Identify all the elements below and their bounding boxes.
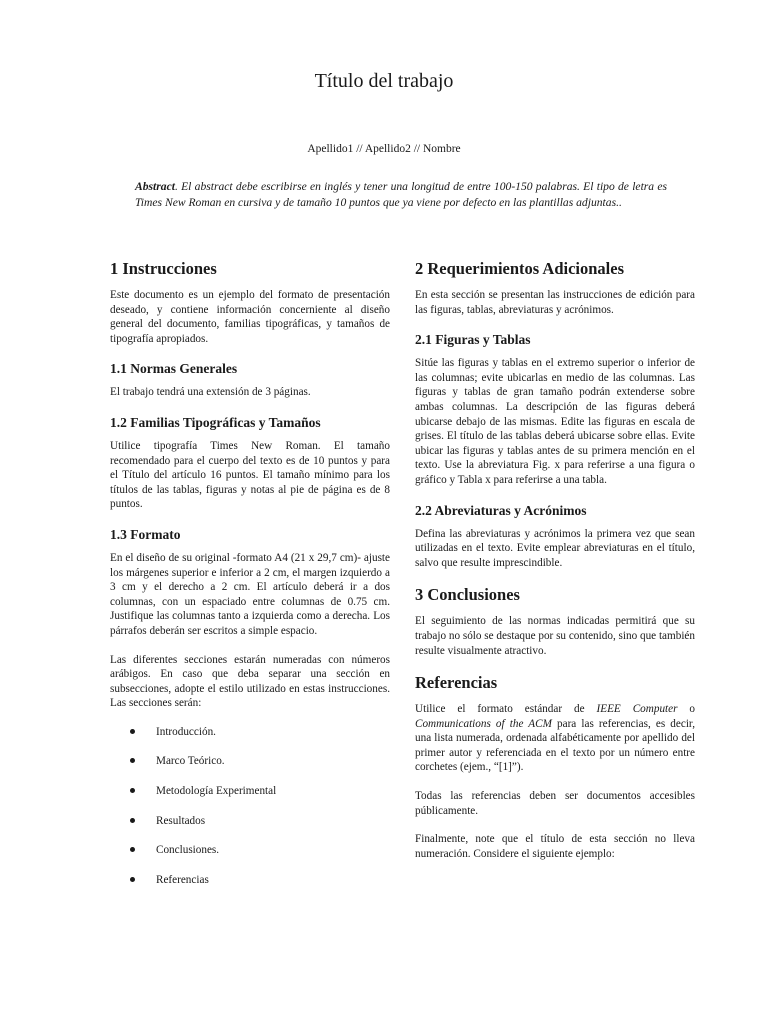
abstract-label: Abstract (135, 180, 175, 193)
abstract-block (135, 179, 667, 210)
references-text-1c: para las referencias, es decir, una lista numerada, ordenada alfabéticamente por apellido del primer autor y referenciada en el texto por un número entre corchetes (ejem., “[1]”). (415, 717, 696, 774)
section-1-3-heading: 1.3 Formato (110, 526, 181, 542)
section-2-text: En esta sección se presentan las instrucciones de edición para las figuras, tablas, abreviaturas y acrónimos. (415, 289, 695, 316)
list-item (110, 784, 390, 814)
bullet-icon (130, 758, 135, 763)
bullet-icon (130, 877, 135, 882)
section-1-1-text: El trabajo tendrá una extensión de 3 páginas. (110, 386, 311, 399)
section-1-3-text-1: En el diseño de su original -formato A4 (21 x 29,7 cm)- ajuste los márgenes superior e inferior a 2 cm, el margen izquierdo a 3 cm y el derecho a 2 cm. El artículo deberá ir a dos columnas, con un espaciado entre columnas de 0.75 cm. Justifique las columnas tanto a izquierda como a derecha. Los párrafos deberán ser escritos a simple espacio. (110, 551, 390, 637)
ieee-computer-ref: IEEE Computer (596, 703, 678, 716)
bullet-icon (130, 729, 135, 734)
right-column (415, 258, 695, 875)
section-1-text: Este documento es un ejemplo del formato de presentación deseado, y contiene información concerniente al diseño general del documento, familias tipográficas, y tamaños de tipografía apropiados. (110, 289, 390, 345)
section-1-1-heading: 1.1 Normas Generales (110, 361, 238, 377)
section-2-2-heading: 2.2 Abreviaturas y Acrónimos (415, 502, 587, 518)
list-item-label: Conclusiones. (156, 844, 220, 857)
references-text-1b: o (677, 703, 696, 716)
section-3-heading: 3 Conclusiones (415, 585, 520, 605)
list-item-label: Referencias (156, 873, 209, 886)
list-item (110, 873, 390, 903)
section-1-3-text-2: Las diferentes secciones estarán numeradas con números arábigos. En caso que deba separar una sección en subsecciones, adopte el estilo utilizado en estas instrucciones. Las secciones serán: (110, 653, 390, 710)
references-text-2: Todas las referencias deben ser documentos accesibles públicamente. (415, 790, 695, 817)
bullet-icon (130, 788, 135, 793)
bullet-icon (130, 847, 135, 852)
left-column (110, 258, 390, 902)
list-item-label: Resultados (156, 814, 206, 827)
abstract-text: . El abstract debe escribirse en inglés y tener una longitud de entre 100-150 palabras. El tipo de letra es Times New Roman en cursiva y de tamaño 10 puntos que ya viene por defecto en las plantillas adjuntas.. (135, 180, 667, 209)
section-2-2-text: Defina las abreviaturas y acrónimos la primera vez que sean utilizadas en el texto. Evite emplear abreviaturas en el título, salvo que resulte imprescindible. (415, 527, 695, 569)
authors-line: Apellido1 // Apellido2 // Nombre (307, 143, 461, 155)
acm-ref: Communications of the ACM (415, 717, 552, 730)
references-heading: Referencias (415, 673, 498, 693)
section-1-2-text: Utilice tipografía Times New Roman. El tamaño recomendado para el cuerpo del texto es de 10 puntos y para el Título del artículo 16 puntos. El tamaño mínimo para los títulos de las tablas, figuras y notas al pie de página es de 8 puntos. (110, 439, 390, 511)
list-item (110, 754, 390, 784)
page-title: Título del trabajo (314, 70, 454, 92)
section-2-heading: 2 Requerimientos Adicionales (415, 259, 624, 278)
list-item-label: Metodología Experimental (156, 785, 277, 798)
references-text-3: Finalmente, note que el título de esta sección no lleva numeración. Considere el siguiente ejemplo: (415, 833, 695, 860)
list-item-label: Marco Teórico. (156, 755, 225, 768)
section-3-text: El seguimiento de las normas indicadas permitirá que su trabajo no sólo se destaque por su contenido, sino que también resulte visualmente atractivo. (415, 615, 695, 657)
references-text-1 (415, 702, 695, 775)
section-1-heading: 1 Instrucciones (110, 259, 217, 278)
section-2-1-heading: 2.1 Figuras y Tablas (415, 332, 531, 348)
list-item-label: Introducción. (156, 725, 216, 738)
bullet-icon (130, 818, 135, 823)
sections-list (110, 725, 390, 903)
section-2-1-text: Sitúe las figuras y tablas en el extremo superior o inferior de las columnas; evite ubicarlas en medio de las columnas. Las figuras y tablas de gran tamaño podrán extenderse sobre ambas columnas. La descripción de las figuras deberá ubicarse debajo de las mismas. Edite las figuras en escala de grises. El título de las tablas deberá ubicarse sobre ellas. Evite ubicar las figuras y tablas antes de su primera mención en el texto. Use la abreviatura Fig. x para referirse a una figura o gráfico y Tabla x para referirse a una tabla. (415, 357, 695, 486)
section-1-2-heading: 1.2 Familias Tipográficas y Tamaños (110, 414, 321, 430)
list-item (110, 725, 390, 755)
references-text-1a: Utilice el formato estándar de (415, 703, 597, 716)
list-item (110, 843, 390, 873)
list-item (110, 814, 390, 844)
